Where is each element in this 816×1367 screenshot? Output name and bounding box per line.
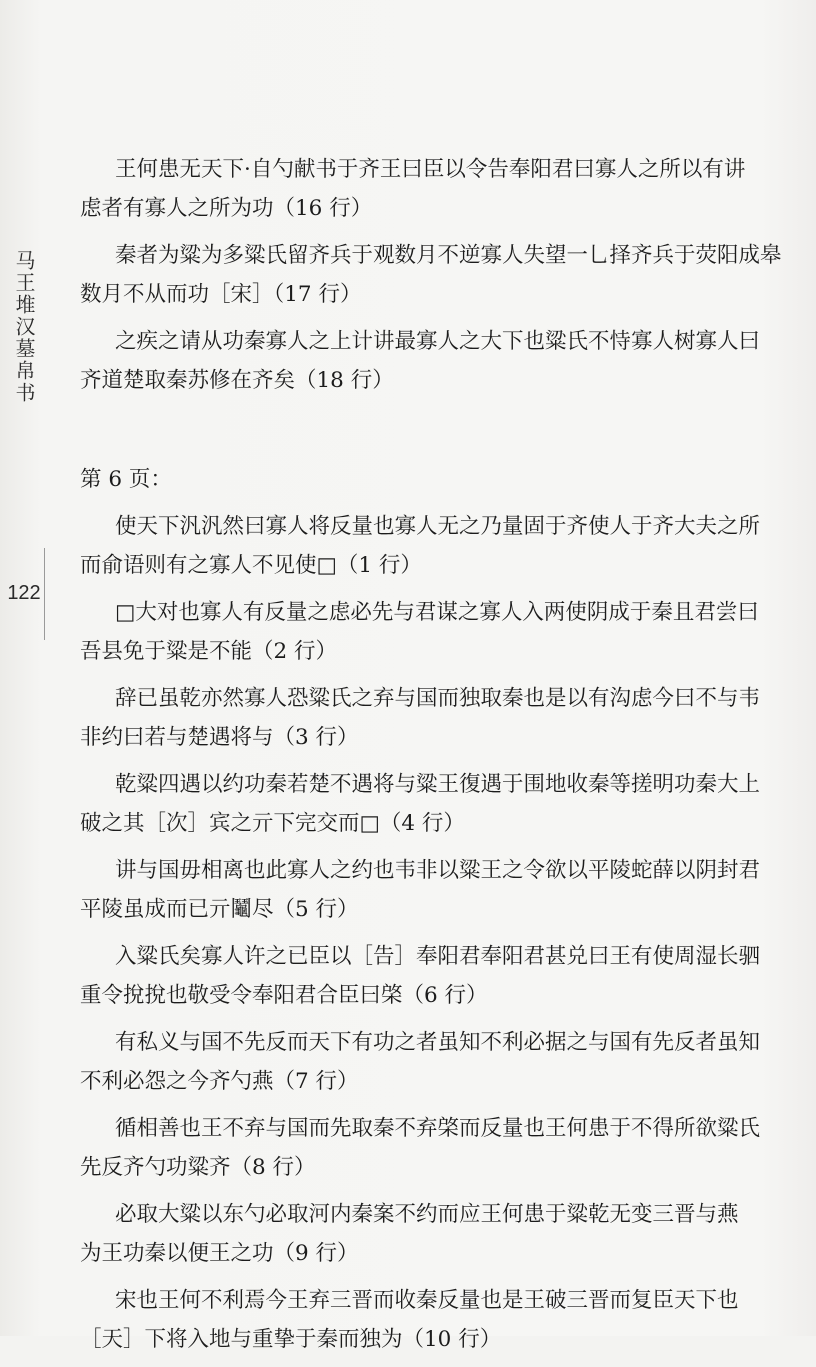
paragraph-line-1: 使天下汎汎然曰寡人将反量也寡人无之乃量固于齐使人于齐大夫之所	[115, 514, 761, 539]
paragraph	[80, 1109, 795, 1187]
paragraph-line-2: 平陵虽成而已亓鬮尽（5 行）	[80, 897, 359, 922]
paragraph-line-2: 虑者有寡人之所为功（16 行）	[80, 196, 373, 221]
paragraph-line-2: 重令挩挩也敬受令奉阳君合臣曰棨（6 行）	[80, 983, 488, 1008]
running-header	[4, 250, 44, 404]
paragraph-line-1: 王何患无天下·自勺献书于齐王曰臣以令告奉阳君曰寡人之所以有讲	[115, 157, 746, 182]
paragraph-line-1: 宋也王何不利焉今王弃三晋而收秦反量也是王破三晋而复臣天下也	[115, 1288, 739, 1313]
paragraph	[80, 236, 795, 314]
paragraph	[80, 1023, 795, 1101]
paragraph	[80, 593, 795, 671]
paragraph-line-2: ［天］下将入地与重挚于秦而独为（10 行）	[80, 1327, 502, 1352]
paragraph-line-2: 破之其［次］宾之亓下完交而□（4 行）	[80, 811, 465, 836]
paragraph-line-1: □大对也寡人有反量之虑必先与君谋之寡人入两使阴成于秦且君尝曰	[115, 600, 759, 625]
paragraph-line-1: 入粱氏矣寡人许之已臣以［告］奉阳君奉阳君甚兑曰王有使周湿长驷	[115, 944, 761, 969]
paragraph	[80, 765, 795, 843]
paragraph-line-2: 不利必怨之今齐勺燕（7 行）	[80, 1069, 359, 1094]
paragraph-line-1: 讲与国毋相离也此寡人之约也韦非以粱王之令欲以平陵蛇薛以阴封君	[115, 858, 761, 883]
paragraph-line-2: 齐道楚取秦苏修在齐矣（18 行）	[80, 368, 394, 393]
section-heading: 第 6 页：	[80, 467, 172, 492]
paragraph-line-2: 吾县免于粱是不能（2 行）	[80, 639, 338, 664]
paragraph-line-2: 先反齐勺功粱齐（8 行）	[80, 1155, 316, 1180]
paragraph-line-2: 数月不从而功［宋］（17 行）	[80, 282, 362, 307]
top-paragraphs	[80, 150, 795, 400]
paragraph-line-1: 秦者为粱为多粱氏留齐兵于观数月不逆寡人失望一乚择齐兵于荧阳成皋	[115, 243, 782, 268]
paragraph	[80, 851, 795, 929]
paragraph-line-1: 必取大粱以东勺必取河内秦案不约而应王何患于粱乾无变三晋与燕	[115, 1202, 739, 1227]
paragraph	[80, 937, 795, 1015]
paragraph-line-2: 非约曰若与楚遇将与（3 行）	[80, 725, 359, 750]
paragraph-line-2: 为王功秦以便王之功（9 行）	[80, 1241, 359, 1266]
text-body	[80, 150, 795, 1367]
paragraph-line-1: 循相善也王不弃与国而先取秦不弃棨而反量也王何患于不得所欲粱氏	[115, 1116, 761, 1141]
paragraph	[80, 322, 795, 400]
paragraph	[80, 1195, 795, 1273]
bottom-paragraphs	[80, 507, 795, 1359]
paragraph	[80, 150, 795, 228]
paragraph-line-1: 辞已虽乾亦然寡人恐粱氏之弃与国而独取秦也是以有沟虑今曰不与韦	[115, 686, 761, 711]
margin-rule	[44, 548, 45, 640]
paragraph	[80, 1281, 795, 1359]
paragraph-line-1: 有私义与国不先反而天下有功之者虽知不利必据之与国有先反者虽知	[115, 1030, 761, 1055]
book-title: 马王堆汉墓帛书	[12, 250, 36, 404]
paragraph-line-2: 而俞语则有之寡人不见使□（1 行）	[80, 553, 422, 578]
page-number: 122	[7, 582, 41, 604]
paragraph-line-1: 之疾之请从功秦寡人之上计讲最寡人之大下也粱氏不恃寡人树寡人曰	[115, 329, 761, 354]
paragraph-line-1: 乾粱四遇以约功秦若楚不遇将与粱王復遇于围地收秦等搓明功秦大上	[115, 772, 761, 797]
paragraph	[80, 679, 795, 757]
paragraph	[80, 507, 795, 585]
